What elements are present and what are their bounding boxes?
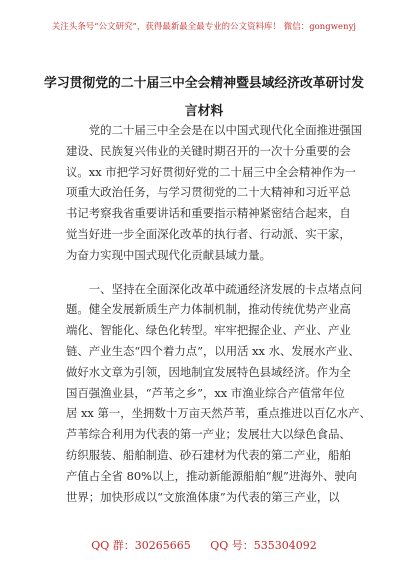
text-line: 题。健全发展新质生产力体制机制，推动传统优势产业高 xyxy=(66,302,351,317)
text-line: 居 xx 第一，坐拥数十万亩天然芦苇，重点推进以百亿水产、 xyxy=(66,406,371,421)
footer-contact xyxy=(0,537,408,553)
text-line: 做好水文章为引领，因地制宜发展特色县域经济。作为全 xyxy=(66,364,351,379)
text-line: 建设、民族复兴伟业的关键时期召开的一次十分重要的会 xyxy=(66,143,351,158)
paragraph-gap xyxy=(66,266,348,279)
paragraph-section-one xyxy=(66,279,371,508)
header-banner: 关注头条号“公文研究”，获得最新最全最专业的公文资料库！ 微信：gongwenyj xyxy=(51,21,357,31)
text-line: 世界；加快形成以“文旅渔体康”为代表的第三产业，以 xyxy=(66,489,340,504)
text-line: 芦苇综合利用为代表的第一产业；发展壮大以绿色食品、 xyxy=(66,427,351,442)
text-line: 国百强渔业县，“芦苇之乡”，xx 市渔业综合产值常年位 xyxy=(66,385,345,400)
text-line: 产值占全省 80%以上，推动新能源船舶“舰”进海外、驶向 xyxy=(66,468,358,483)
paragraph-intro xyxy=(66,120,363,266)
title-line: 言材料 xyxy=(184,104,224,119)
text-line: 端化、智能化、绿色化转型。牢牢把握企业、产业、产业 xyxy=(66,323,351,338)
text-line: 纺织服装、船舶制造、砂石建材为代表的第二产业，船舶 xyxy=(66,447,351,462)
title-line: 学习贯彻党的二十届三中全会精神暨县域经济改革研讨发 xyxy=(44,76,364,91)
document-body xyxy=(66,120,371,507)
text-line: 书记考察我省重要讲话和重要指示精神紧密结合起来，自 xyxy=(66,206,351,221)
text-line: 觉当好进一步全面深化改革的执行者、行动派、实干家， xyxy=(66,226,351,241)
footer-qq-group: QQ 群：30265665 xyxy=(91,539,191,552)
footer-qq-number: QQ 号：535304092 xyxy=(210,539,317,552)
text-line: 项重大政治任务，与学习贯彻党的二十大精神和习近平总 xyxy=(66,185,351,200)
text-line: 链、产业生态“四个着力点”，以用活 xx 水、发展水产业、 xyxy=(66,343,360,358)
text-line: 为奋力实现中国式现代化贡献县域力量。 xyxy=(66,247,272,262)
text-line: 党的二十届三中全会是在以中国式现代化全面推进强国 xyxy=(66,123,363,137)
text-line: 议。xx 市把学习好贯彻好党的二十届三中全会精神作为一 xyxy=(66,164,356,179)
document-title xyxy=(0,70,408,126)
text-line: 一、坚持在全面深化改革中疏通经济发展的卡点堵点问 xyxy=(66,281,363,296)
